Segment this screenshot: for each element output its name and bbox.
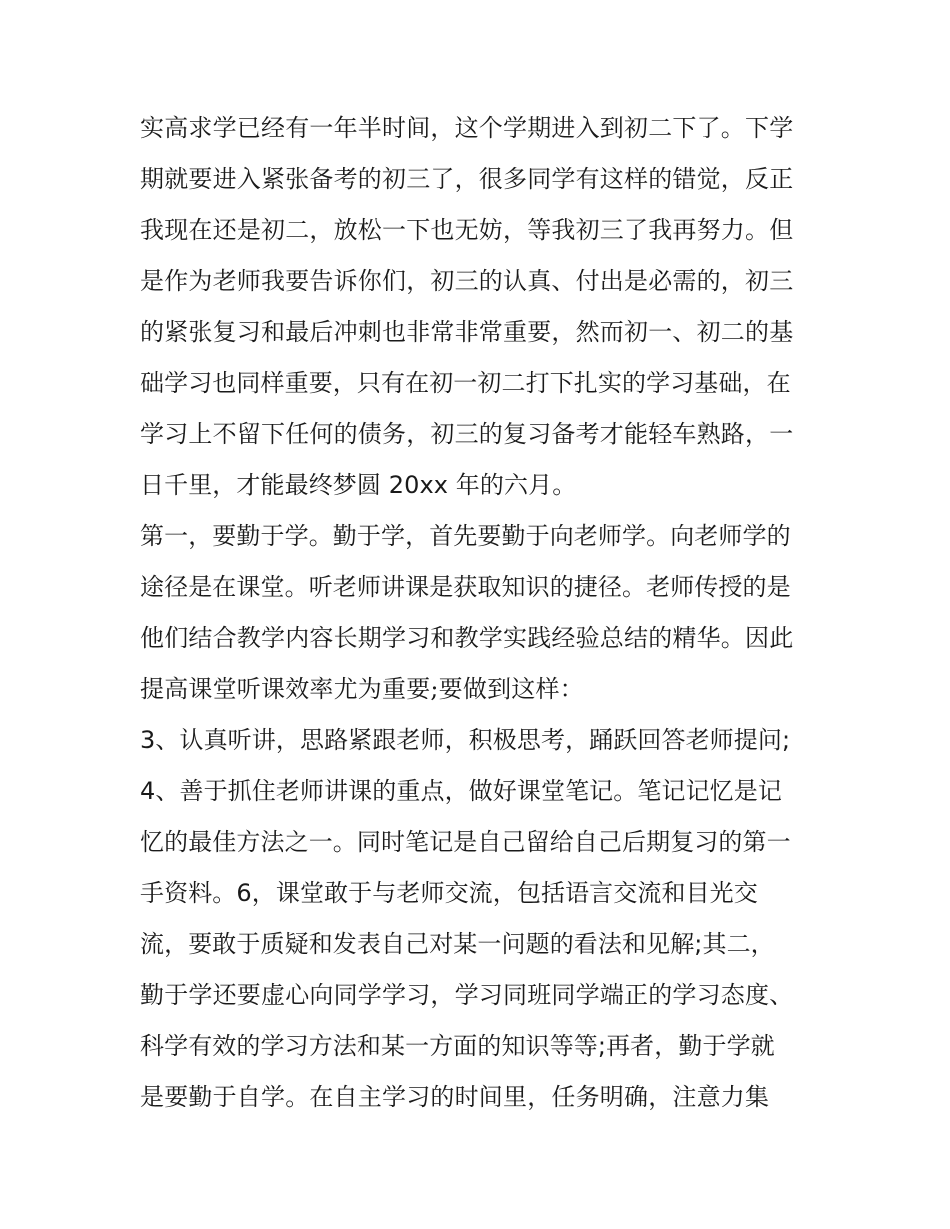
text-line: 第一，要勤于学。勤于学，首先要勤于向老师学。向老师学的 [140, 522, 791, 550]
text-line: 提高课堂听课效率尤为重要;要做到这样： [140, 675, 584, 703]
text-line: 是要勤于自学。在自主学习的时间里，任务明确，注意力集 [140, 1083, 770, 1111]
text-line: 4、善于抓住老师讲课的重点，做好课堂笔记。笔记记忆是记 [140, 777, 782, 805]
text-line: 期就要进入紧张备考的初三了，很多同学有这样的错觉，反正 [140, 165, 794, 193]
text-line: 我现在还是初二，放松一下也无妨，等我初三了我再努力。但 [140, 216, 794, 244]
text-line: 科学有效的学习方法和某一方面的知识等等;再者，勤于学就 [140, 1032, 775, 1060]
text-line: 日千里，才能最终梦圆 20xx 年的六月。 [140, 471, 577, 499]
text-line: 是作为老师我要告诉你们，初三的认真、付出是必需的，初三 [140, 267, 794, 295]
text-line: 学习上不留下任何的债务，初三的复习备考才能轻车熟路，一 [140, 420, 794, 448]
text-line: 他们结合教学内容长期学习和教学实践经验总结的精华。因此 [140, 624, 794, 652]
text-line: 3、认真听讲，思路紧跟老师，积极思考，踊跃回答老师提问; [140, 726, 791, 754]
text-line: 流，要敢于质疑和发表自己对某一问题的看法和见解;其二， [140, 930, 775, 958]
text-line: 勤于学还要虚心向同学学习，学习同班同学端正的学习态度、 [140, 981, 794, 1009]
text-line: 础学习也同样重要，只有在初一初二打下扎实的学习基础，在 [140, 369, 791, 397]
text-line: 忆的最佳方法之一。同时笔记是自己留给自己后期复习的第一 [140, 828, 791, 856]
text-line: 的紧张复习和最后冲刺也非常非常重要，然而初一、初二的基 [140, 318, 794, 346]
text-line: 实高求学已经有一年半时间，这个学期进入到初二下了。下学 [140, 114, 794, 142]
text-line: 途径是在课堂。听老师讲课是获取知识的捷径。老师传授的是 [140, 573, 791, 601]
text-line: 手资料。6，课堂敢于与老师交流，包括语言交流和目光交 [140, 879, 758, 907]
